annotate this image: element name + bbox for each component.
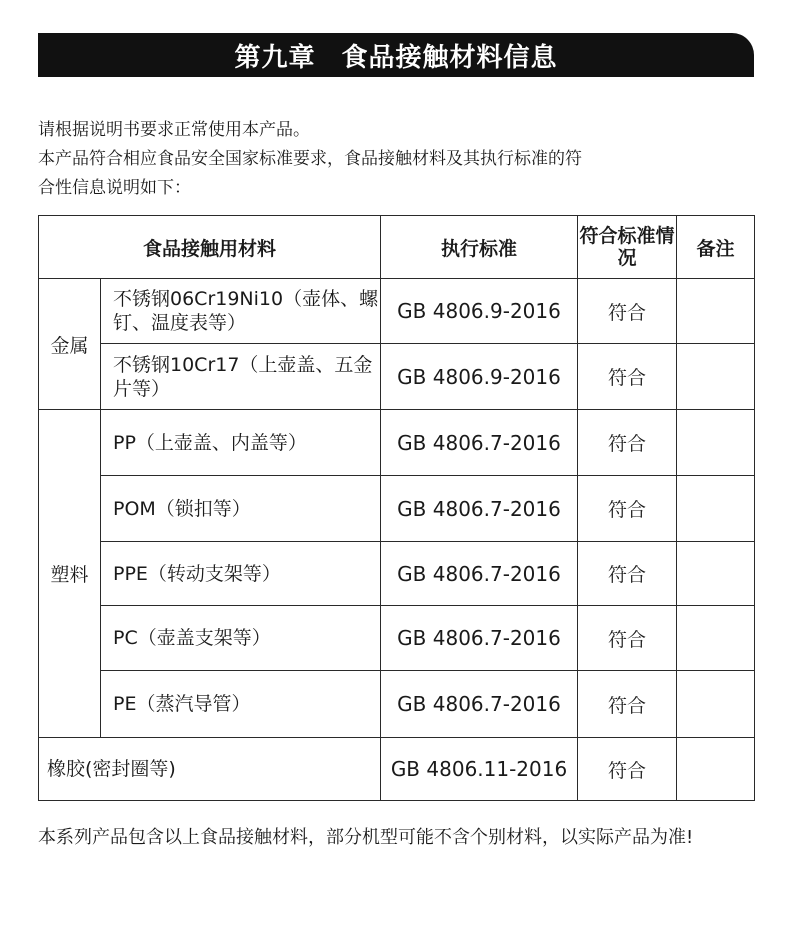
chapter-banner — [38, 33, 754, 77]
conformity-cell: 符合 — [578, 671, 677, 738]
table-row — [39, 476, 755, 542]
material-cell: POM（锁扣等） — [101, 476, 381, 542]
conformity-cell: 符合 — [578, 410, 677, 476]
intro-line: 合性信息说明如下： — [38, 178, 191, 198]
notes-cell — [677, 542, 755, 606]
table-row — [39, 279, 755, 344]
notes-cell — [677, 606, 755, 671]
intro-text — [38, 116, 754, 203]
chapter-number: 第九章 — [234, 42, 316, 73]
material-cell: 不锈钢10Cr17（上壶盖、五金片等） — [101, 344, 381, 410]
group-metal: 金属 — [39, 279, 101, 410]
table-header-row — [39, 216, 755, 279]
conformity-cell: 符合 — [578, 738, 677, 801]
notes-cell — [677, 344, 755, 410]
table-row — [39, 344, 755, 410]
standard-cell: GB 4806.7-2016 — [381, 542, 578, 606]
table-row — [39, 738, 755, 801]
footer-note: 本系列产品包含以上食品接触材料，部分机型可能不含个别材料，以实际产品为准! — [38, 827, 694, 848]
conformity-cell: 符合 — [578, 476, 677, 542]
header-conformity: 符合标准情况 — [578, 216, 677, 279]
table-row — [39, 410, 755, 476]
table-row — [39, 542, 755, 606]
intro-line: 本产品符合相应食品安全国家标准要求，食品接触材料及其执行标准的符 — [38, 149, 582, 169]
standard-cell: GB 4806.7-2016 — [381, 476, 578, 542]
conformity-cell: 符合 — [578, 606, 677, 671]
standard-cell: GB 4806.7-2016 — [381, 671, 578, 738]
notes-cell — [677, 738, 755, 801]
header-notes: 备注 — [677, 216, 755, 279]
material-cell: PP（上壶盖、内盖等） — [101, 410, 381, 476]
material-cell: 橡胶(密封圈等) — [39, 738, 381, 801]
conformity-cell: 符合 — [578, 279, 677, 344]
standard-cell: GB 4806.7-2016 — [381, 606, 578, 671]
header-material: 食品接触用材料 — [39, 216, 381, 279]
standard-cell: GB 4806.7-2016 — [381, 410, 578, 476]
table-row — [39, 606, 755, 671]
conformity-cell: 符合 — [578, 344, 677, 410]
group-plastic: 塑料 — [39, 410, 101, 738]
table-row — [39, 671, 755, 738]
notes-cell — [677, 476, 755, 542]
chapter-title: 食品接触材料信息 — [341, 42, 558, 73]
material-cell: PPE（转动支架等） — [101, 542, 381, 606]
material-cell: 不锈钢06Cr19Ni10（壶体、螺钉、温度表等） — [101, 279, 381, 344]
standard-cell: GB 4806.9-2016 — [381, 279, 578, 344]
standard-cell: GB 4806.11-2016 — [381, 738, 578, 801]
notes-cell — [677, 671, 755, 738]
notes-cell — [677, 410, 755, 476]
material-cell: PE（蒸汽导管） — [101, 671, 381, 738]
material-cell: PC（壶盖支架等） — [101, 606, 381, 671]
header-standard: 执行标准 — [381, 216, 578, 279]
materials-table — [38, 215, 755, 801]
standard-cell: GB 4806.9-2016 — [381, 344, 578, 410]
conformity-cell: 符合 — [578, 542, 677, 606]
notes-cell — [677, 279, 755, 344]
intro-line: 请根据说明书要求正常使用本产品。 — [38, 120, 310, 140]
